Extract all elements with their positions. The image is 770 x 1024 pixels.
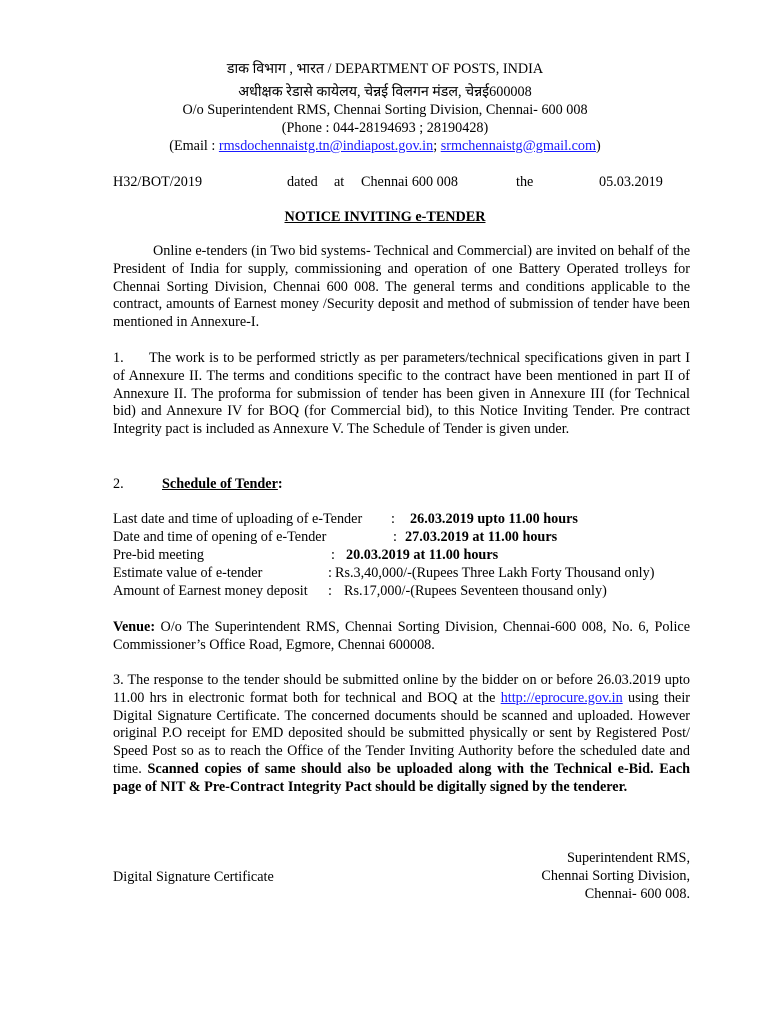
ref-date: 05.03.2019	[599, 174, 663, 190]
schedule-row	[113, 583, 607, 601]
schedule-value: Rs.17,000/-(Rupees Seventeen thousand only)	[344, 583, 607, 599]
page-title: NOTICE INVITING e-TENDER	[284, 209, 486, 225]
schedule-sep: :	[328, 565, 332, 581]
schedule-value: 20.03.2019 at 11.00 hours	[346, 547, 499, 563]
schedule-sep: :	[391, 511, 395, 527]
digital-signature-label: Digital Signature Certificate	[113, 869, 274, 885]
schedule-sep: :	[393, 529, 397, 545]
eprocure-link[interactable]: http://eprocure.gov.in	[500, 689, 623, 706]
email-prefix: (Email :	[169, 138, 219, 154]
signature-division: Chennai Sorting Division,	[541, 867, 690, 884]
schedule-label: Pre-bid meeting	[113, 547, 205, 563]
ref-dated: dated	[287, 174, 318, 190]
header-office: O/o Superintendent RMS, Chennai Sorting Division, Chennai- 600 008	[182, 102, 588, 118]
schedule-heading-colon: :	[277, 476, 283, 492]
paragraph-1-text: The work is to be performed strictly as per parameters/technical specifications given in part I of Annexure II. The terms and conditions specific to the contract have been mentioned in part II of Annexure II. The proforma for submission of tender has been given in Annexure III (for Technical bid) and Annexure IV for BOQ (for Commercial bid), to this Notice Inviting Tender. Pre contract Integrity pact is included as Annexure V. The Schedule of Tender is given under.	[113, 350, 690, 438]
paragraph-1	[113, 350, 690, 439]
venue-paragraph	[113, 619, 690, 655]
schedule-label: Last date and time of uploading of e-Tender	[113, 511, 363, 527]
email-separator: ;	[433, 138, 441, 154]
paragraph-1-number: 1.	[113, 350, 124, 366]
ref-number: H32/BOT/2019	[113, 174, 203, 190]
schedule-row	[113, 529, 558, 547]
schedule-label: Date and time of opening of e-Tender	[113, 529, 327, 545]
intro-paragraph: Online e-tenders (in Two bid systems- Technical and Commercial) are invited on behalf of the President of India for supply, commissioning and operation of one Battery Operated trolleys for Chennai Sorting Division, Chennai 600 008. The general terms and conditions applicable to the contract, amounts of Earnest money /Security deposit and method of submission of tender have been mentioned in Annexure-I.	[113, 243, 690, 331]
schedule-row	[113, 547, 499, 565]
header-email-line	[0, 137, 770, 155]
schedule-row	[113, 511, 578, 529]
venue-text: O/o The Superintendent RMS, Chennai Sorting Division, Chennai-600 008, No. 6, Police Commissioner’s Office Road, Egmore, Chennai 600008.	[113, 619, 690, 653]
ref-at: at	[334, 174, 345, 190]
paragraph-3-bold-text: Scanned copies of same should also be uploaded along with the Technical e-Bid. Each page of NIT & Pre-Contract Integrity Pact should be digitally signed by the tenderer.	[113, 760, 691, 795]
schedule-label: Amount of Earnest money deposit	[113, 583, 308, 599]
schedule-row	[113, 565, 655, 583]
schedule-value: 26.03.2019 upto 11.00 hours	[410, 511, 578, 527]
schedule-sep: :	[328, 583, 332, 599]
ref-the: the	[516, 174, 534, 190]
paragraph-3	[113, 672, 690, 797]
schedule-label: Estimate value of e-tender	[113, 565, 263, 581]
header-phone: (Phone : 044-28194693 ; 28190428)	[281, 120, 489, 136]
venue-label: Venue:	[113, 619, 156, 635]
ref-place: Chennai 600 008	[361, 174, 458, 190]
schedule-value: 27.03.2019 at 11.00 hours	[405, 529, 558, 545]
schedule-heading	[162, 475, 283, 493]
paragraph-3-text-1: 3. The response to the tender should be submitted online by the bidder on or before 26.03.2019 upto 11.00 hrs in electronic format both for technical and BOQ at the	[113, 672, 690, 706]
schedule-value: Rs.3,40,000/-(Rupees Three Lakh Forty Thousand only)	[335, 565, 655, 581]
header-office-hindi: अधीक्षक रेडासे कायेलय, चेन्नई विलगन मंडल, चेन्नई600008	[238, 84, 532, 100]
paragraph-2-number: 2.	[113, 476, 124, 492]
schedule-sep: :	[331, 547, 335, 563]
email-link-2[interactable]: srmchennaistg@gmail.com	[440, 138, 597, 154]
header-department: डाक विभाग , भारत / DEPARTMENT OF POSTS, INDIA	[226, 61, 544, 77]
email-suffix: )	[596, 138, 601, 154]
schedule-heading-text: Schedule of Tender	[162, 476, 278, 492]
signature-designation: Superintendent RMS,	[567, 850, 690, 866]
email-link-1[interactable]: rmsdochennaistg.tn@indiapost.gov.in	[218, 138, 434, 154]
signature-city: Chennai- 600 008.	[584, 885, 690, 902]
paragraph-3-text-2: using their Digital Signature Certificate. The concerned documents should be scanned and uploaded. However original P.O receipt for EMD deposited should be submitted physically or sent by Registered Post/ Speed Post so as to reach the Office of the Tender Inviting Authority before the scheduled date and time.	[113, 689, 690, 777]
signature-block	[541, 850, 690, 903]
